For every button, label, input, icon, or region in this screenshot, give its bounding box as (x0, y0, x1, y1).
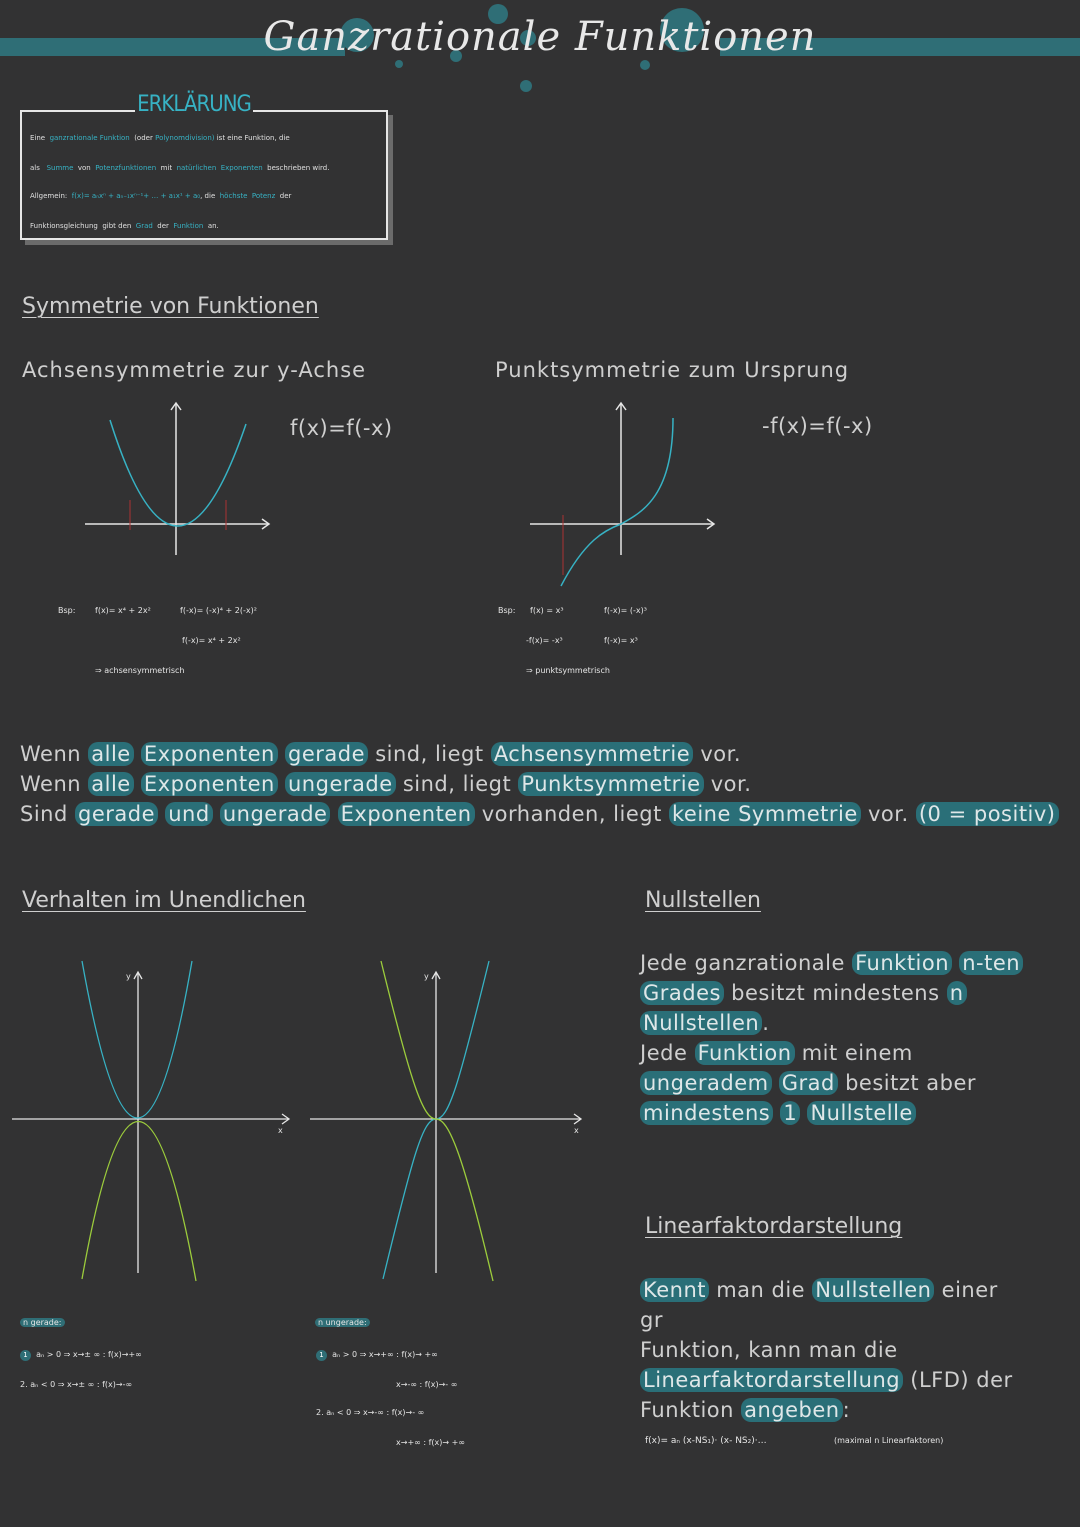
explanation-title: ERKLÄRUNG (135, 92, 253, 117)
rule-line-1: Wenn alle Exponenten gerade sind, liegt Achsensymmetrie vor. (20, 742, 742, 766)
point-example-4: f(-x)= x³ (604, 636, 638, 645)
even-degree-label: n gerade: (20, 1318, 65, 1327)
decor-dot (520, 80, 532, 92)
axis-symmetry-label: Achsensymmetrie zur y-Achse (22, 358, 367, 382)
explanation-line-4: Funktionsgleichung gibt den Grad der Funktion an. (30, 222, 219, 230)
point-example-2: f(-x)= (-x)³ (604, 606, 647, 615)
axis-example-1: f(x)= x⁴ + 2x² (95, 606, 151, 615)
negative-leading-curve (381, 961, 493, 1281)
axis-symmetry-formula: f(x)=f(-x) (290, 416, 393, 440)
x-axis-label: x (574, 1126, 579, 1135)
decor-dot (395, 60, 403, 68)
point-symmetry-formula: -f(x)=f(-x) (762, 414, 873, 438)
odd-case-1b: x→-∞ : f(x)→- ∞ (396, 1380, 458, 1389)
explanation-line-1: Eine ganzrationale Funktion (oder Polynomdivision) ist eine Funktion, die (30, 134, 290, 142)
even-degree-graph (10, 955, 295, 1285)
point-example-1: f(x) = x³ (530, 606, 564, 615)
odd-case-2b: x→+∞ : f(x)→ +∞ (396, 1438, 465, 1447)
odd-degree-graph (308, 955, 593, 1285)
negative-leading-curve (82, 1121, 196, 1281)
point-example-label: Bsp: (498, 606, 516, 615)
explanation-line-2: als Summe von Potenzfunktionen mit natürlichen Exponenten beschrieben wird. (30, 164, 330, 172)
cubic-curve (561, 418, 673, 586)
even-case-2: 2. aₙ < 0 ⇒ x→± ∞ : f(x)→-∞ (20, 1380, 133, 1389)
y-axis-label: y (126, 972, 131, 981)
x-axis-label: x (278, 1126, 283, 1135)
rule-line-3: Sind gerade und ungerade Exponenten vorhanden, liegt keine Symmetrie vor. (0 = positiv) (20, 802, 1059, 826)
linear-text: Kennt man die Nullstellen einer gr Funktion, kann man die Linearfaktordarstellung (LFD) der Funktion angeben : (640, 1278, 1013, 1422)
page-title: Ganzrationale Funktionen (263, 14, 817, 60)
rule-line-2: Wenn alle Exponenten ungerade sind, liegt Punktsymmetrie vor. (20, 772, 752, 796)
point-conclusion: ⇒ punktsymmetrisch (526, 666, 610, 675)
axis-example-3: f(-x)= x⁴ + 2x² (182, 636, 241, 645)
point-symmetry-label: Punktsymmetrie zum Ursprung (495, 358, 850, 382)
linear-formula: f(x)= aₙ (x-NS₁)· (x- NS₂)·… (645, 1436, 767, 1446)
y-axis-label: y (424, 972, 429, 981)
symmetry-heading: Symmetrie von Funktionen (22, 294, 319, 319)
linear-heading: Linearfaktordarstellung (645, 1214, 903, 1239)
point-symmetry-graph (525, 400, 725, 595)
zeros-heading: Nullstellen (645, 888, 761, 913)
infinity-heading: Verhalten im Unendlichen (22, 888, 306, 913)
point-example-3: -f(x)= -x³ (526, 636, 563, 645)
axis-symmetry-graph (80, 400, 280, 560)
zeros-text: Jede ganzrationale Funktion n-ten Grades besitzt mindestens n Nullstellen . Jede Funktion mit einem ungeradem Grad besitzt aber mindestens 1 Nullstelle (640, 948, 1040, 1128)
axis-example-label: Bsp: (58, 606, 76, 615)
odd-degree-label: n ungerade: (315, 1318, 370, 1327)
linear-note: (maximal n Linearfaktoren) (834, 1436, 944, 1445)
odd-case-2: 2. aₙ < 0 ⇒ x→-∞ : f(x)→- ∞ (316, 1408, 425, 1417)
explanation-line-3: Allgemein: f(x)= aₙxⁿ + aₙ₋₁xⁿ⁻¹+ … + a₁x¹ + a₀, die höchste Potenz der (30, 192, 292, 200)
axis-conclusion: ⇒ achsensymmetrisch (95, 666, 185, 675)
explanation-box (20, 110, 388, 240)
odd-case-1: 1 aₙ > 0 ⇒ x→+∞ : f(x)→ +∞ (316, 1350, 438, 1361)
decor-dot (640, 60, 650, 70)
positive-leading-curve (82, 961, 192, 1118)
even-case-1: 1 aₙ > 0 ⇒ x→± ∞ : f(x)→+∞ (20, 1350, 142, 1361)
axis-example-2: f(-x)= (-x)⁴ + 2(-x)² (180, 606, 257, 615)
